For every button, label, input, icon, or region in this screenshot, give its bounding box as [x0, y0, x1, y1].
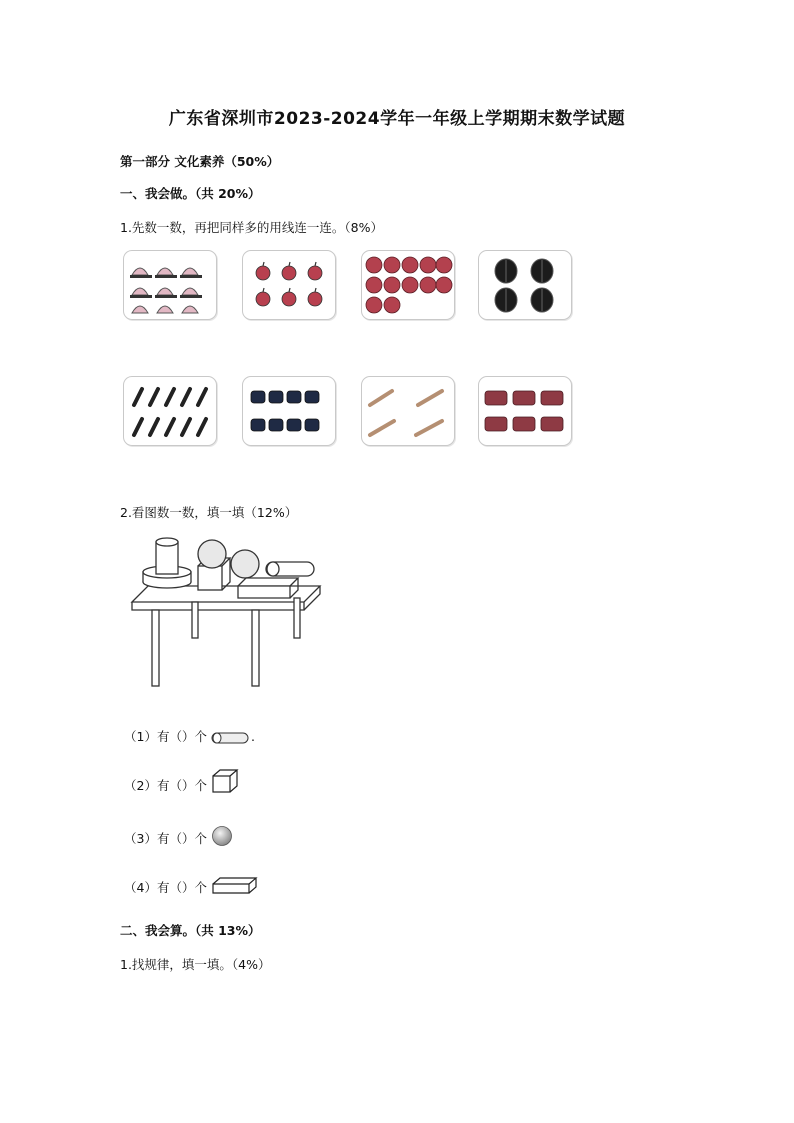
- card-caps: [242, 376, 336, 446]
- card-bricks: [478, 376, 572, 446]
- q2-item-3: [124, 825, 235, 847]
- sphere-icon: [211, 825, 235, 847]
- peaches-icon: [124, 251, 216, 319]
- q2-item-label: （2）有（）个: [124, 778, 207, 793]
- pens-icon: [124, 377, 216, 445]
- q2-item-label: （3）有（）个: [124, 831, 207, 846]
- q2-item-label: （4）有（）个: [124, 880, 207, 895]
- bricks-icon: [479, 377, 571, 445]
- question-1: 1.先数一数，再把同样多的用线连一连。（8%）: [120, 220, 384, 235]
- cylinder-icon: [211, 731, 251, 745]
- tomatoes-icon: [362, 251, 454, 319]
- card-sticks: [361, 376, 455, 446]
- table-shapes-illustration: [120, 530, 335, 692]
- watermelons-icon: [479, 251, 571, 319]
- page-title: 广东省深圳市2023-2024学年一年级上学期期末数学试题: [168, 109, 626, 129]
- apples-icon: [243, 251, 335, 319]
- sticks-icon: [362, 377, 454, 445]
- q2-item-2: [124, 768, 241, 794]
- question-2: 2.看图数一数，填一填（12%）: [120, 505, 298, 520]
- card-apples: [242, 250, 336, 320]
- section-heading-1: 一、我会做。（共 20%）: [120, 186, 261, 201]
- card-tomatoes: [361, 250, 455, 320]
- part-heading: 第一部分 文化素养（50%）: [120, 154, 280, 169]
- caps-icon: [243, 377, 335, 445]
- cube-icon: [211, 768, 241, 794]
- q2-item-suffix: .: [250, 729, 255, 744]
- card-pens: [123, 376, 217, 446]
- q2-item-1: [124, 727, 255, 745]
- question-3: 1.找规律，填一填。（4%）: [120, 957, 271, 972]
- card-peaches: [123, 250, 217, 320]
- section-heading-2: 二、我会算。（共 13%）: [120, 923, 261, 938]
- q2-item-4: [124, 876, 259, 896]
- card-watermelons: [478, 250, 572, 320]
- q2-item-label: （1）有（）个: [124, 729, 207, 744]
- cuboid-icon: [211, 876, 259, 896]
